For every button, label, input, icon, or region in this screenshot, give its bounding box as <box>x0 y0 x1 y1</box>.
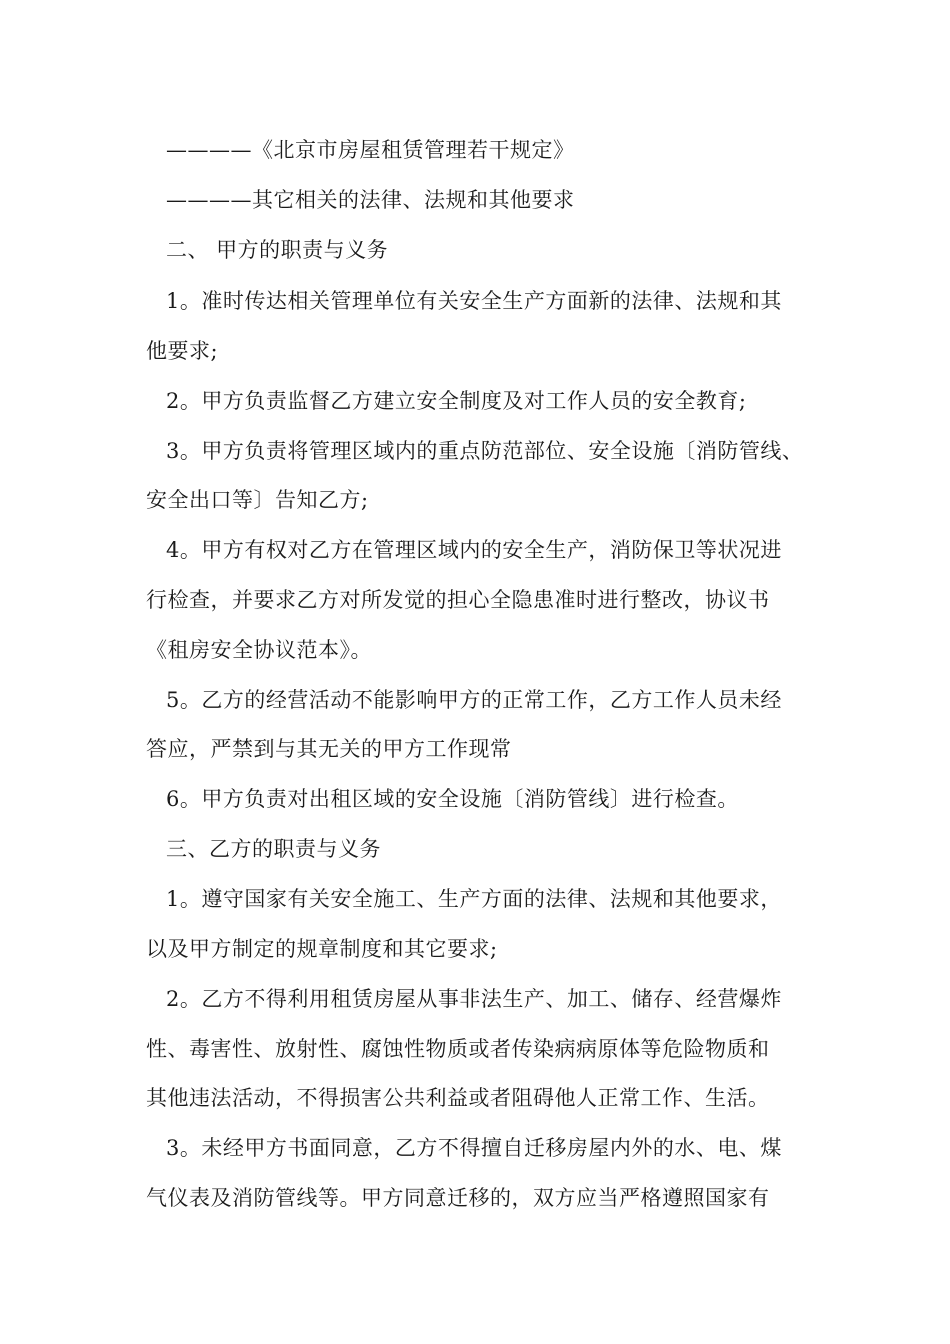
paragraph-b2-line3: 其他违法活动，不得损害公共利益或者阻碍他人正常工作、生活。 <box>146 1086 770 1110</box>
paragraph-b3-line2: 气仪表及消防管线等。甲方同意迁移的，双方应当严格遵照国家有 <box>146 1186 770 1210</box>
section-heading-party-b: 三、乙方的职责与义务 <box>166 837 381 861</box>
paragraph-b3-line1: 3。未经甲方书面同意，乙方不得擅自迁移房屋内外的水、电、煤 <box>166 1136 782 1160</box>
paragraph-b2-line2: 性、毒害性、放射性、腐蚀性物质或者传染病病原体等危险物质和 <box>146 1037 770 1061</box>
paragraph-a4-line3: 《租房安全协议范本》。 <box>146 638 372 662</box>
paragraph-a2: 2。甲方负责监督乙方建立安全制度及对工作人员的安全教育; <box>166 389 747 413</box>
regulation-line-beijing: ————《北京市房屋租赁管理若干规定》 <box>166 138 575 162</box>
paragraph-a3-line2: 安全出口等〕告知乙方; <box>146 488 369 512</box>
paragraph-a3-line1: 3。甲方负责将管理区域内的重点防范部位、安全设施〔消防管线、 <box>166 439 804 463</box>
paragraph-b1-line2: 以及甲方制定的规章制度和其它要求; <box>146 937 498 961</box>
paragraph-a1-line1: 1。准时传达相关管理单位有关安全生产方面新的法律、法规和其 <box>166 289 782 313</box>
paragraph-a1-line2: 他要求; <box>146 339 219 363</box>
paragraph-b2-line1: 2。乙方不得利用租赁房屋从事非法生产、加工、储存、经营爆炸 <box>166 987 782 1011</box>
paragraph-a5-line1: 5。乙方的经营活动不能影响甲方的正常工作，乙方工作人员未经 <box>166 688 782 712</box>
paragraph-b1-line1: 1。遵守国家有关安全施工、生产方面的法律、法规和其他要求， <box>166 887 782 911</box>
regulation-line-other: ————其它相关的法律、法规和其他要求 <box>166 188 575 212</box>
paragraph-a4-line1: 4。甲方有权对乙方在管理区域内的安全生产，消防保卫等状况进 <box>166 538 782 562</box>
paragraph-a4-line2: 行检查，并要求乙方对所发觉的担心全隐患准时进行整改，协议书 <box>146 588 770 612</box>
paragraph-a5-line2: 答应，严禁到与其无关的甲方工作现常 <box>146 737 512 761</box>
section-heading-party-a: 二、 甲方的职责与义务 <box>166 238 389 262</box>
paragraph-a6: 6。甲方负责对出租区域的安全设施〔消防管线〕进行检查。 <box>166 787 739 811</box>
